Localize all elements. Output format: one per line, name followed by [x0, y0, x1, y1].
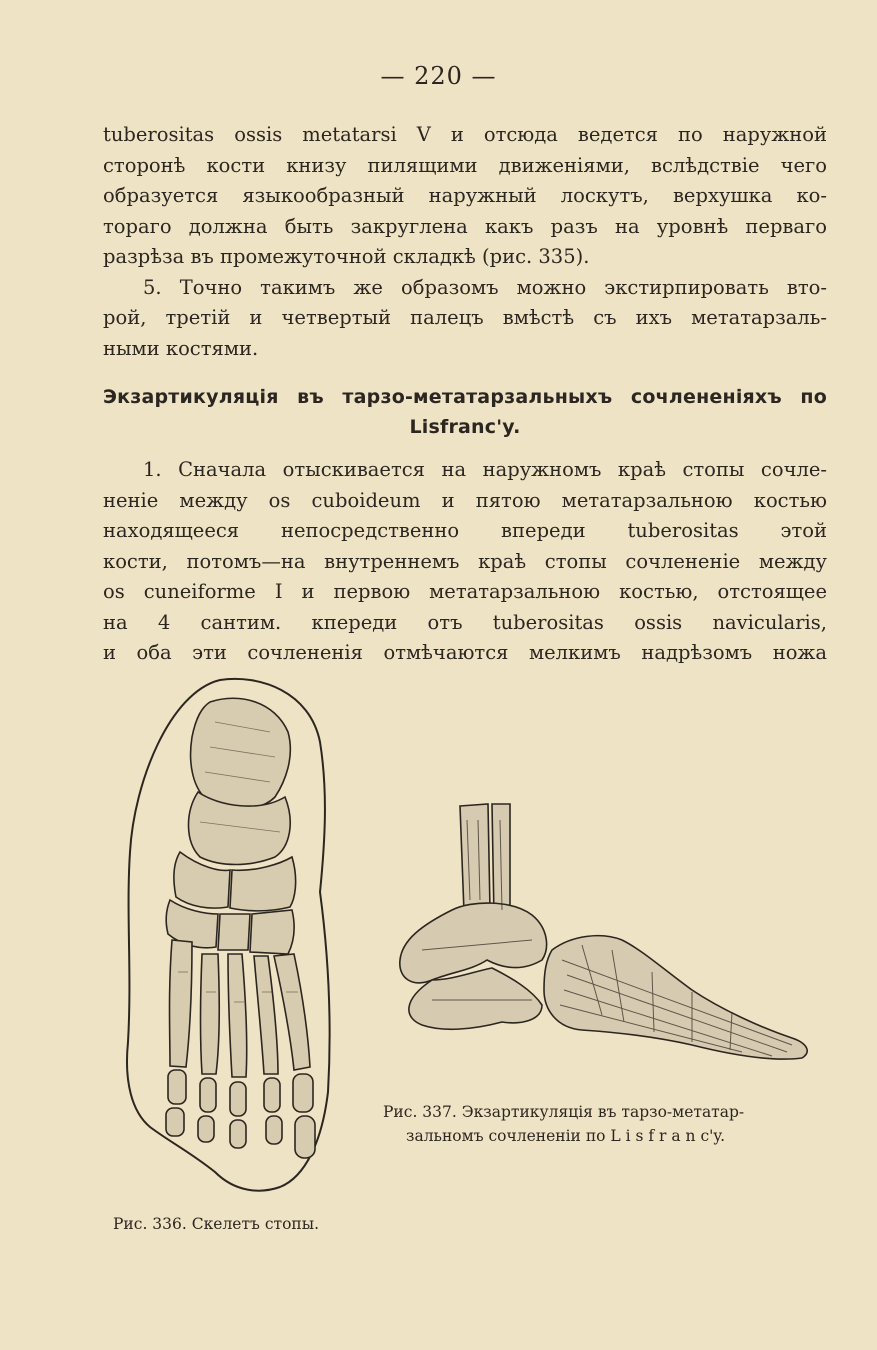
- caption-line: Рис. 337. Экзартикуляція въ тарзо-метатар-: [383, 1103, 745, 1121]
- text-line: сторонѣ кости книзу пилящими движеніями, вслѣдствіе чего: [103, 153, 827, 177]
- caption-line: зальномъ сочлененіи по L i s f r a n c'y.: [406, 1127, 726, 1145]
- heading-line: Lisfranc'y.: [409, 416, 521, 438]
- text-line: ными костями.: [103, 336, 259, 360]
- heading-line: Экзартикуляція въ тарзо-метатарзальныхъ сочлененіяхъ по: [103, 386, 827, 408]
- text-line: и оба эти сочлененія отмѣчаются мелкимъ надрѣзомъ ножа: [103, 641, 827, 664]
- text-line: образуется языкообразный наружный лоскутъ, верхушка ко-: [103, 184, 827, 207]
- figure-336-caption: Рис. 336. Скелетъ стопы.: [113, 1215, 320, 1233]
- text-line: рой, третій и четвертый палецъ вмѣстѣ съ ихъ метатарзаль-: [103, 306, 827, 329]
- text-line: 5. Точно такимъ же образомъ можно экстирпировать вто-: [143, 275, 827, 299]
- text-line: разрѣза въ промежуточной складкѣ (рис. 335).: [103, 245, 590, 268]
- section-heading: [103, 382, 827, 442]
- text-line: тораго должна быть закруглена какъ разъ на уровнѣ перваго: [103, 214, 827, 238]
- text-line: находящееся непосредственно впереди tuberositas этой: [103, 519, 827, 542]
- text-line: os cuneiforme I и первою метатарзальною костью, отстоящее: [103, 580, 827, 603]
- figure-337-caption: [383, 1100, 744, 1148]
- paragraph-continuation: [103, 120, 827, 364]
- paragraph-1: [103, 455, 827, 669]
- text-line: tuberositas ossis metatarsi V и отсюда ведется по наружной: [103, 123, 827, 146]
- text-line: неніе между os cuboideum и пятою метатарзальною костью: [103, 488, 827, 512]
- figure-337-lisfranc-disarticulation: [392, 800, 822, 1070]
- page-number: — 220 —: [380, 62, 497, 90]
- text-line: кости, потомъ—на внутреннемъ краѣ стопы сочлененіе между: [103, 549, 827, 573]
- text-line: 1. Сначала отыскивается на наружномъ краѣ стопы сочле-: [143, 458, 827, 481]
- text-line: на 4 сантим. кпереди отъ tuberositas ossis navicularis,: [103, 610, 827, 634]
- figure-336-foot-skeleton: [110, 672, 350, 1202]
